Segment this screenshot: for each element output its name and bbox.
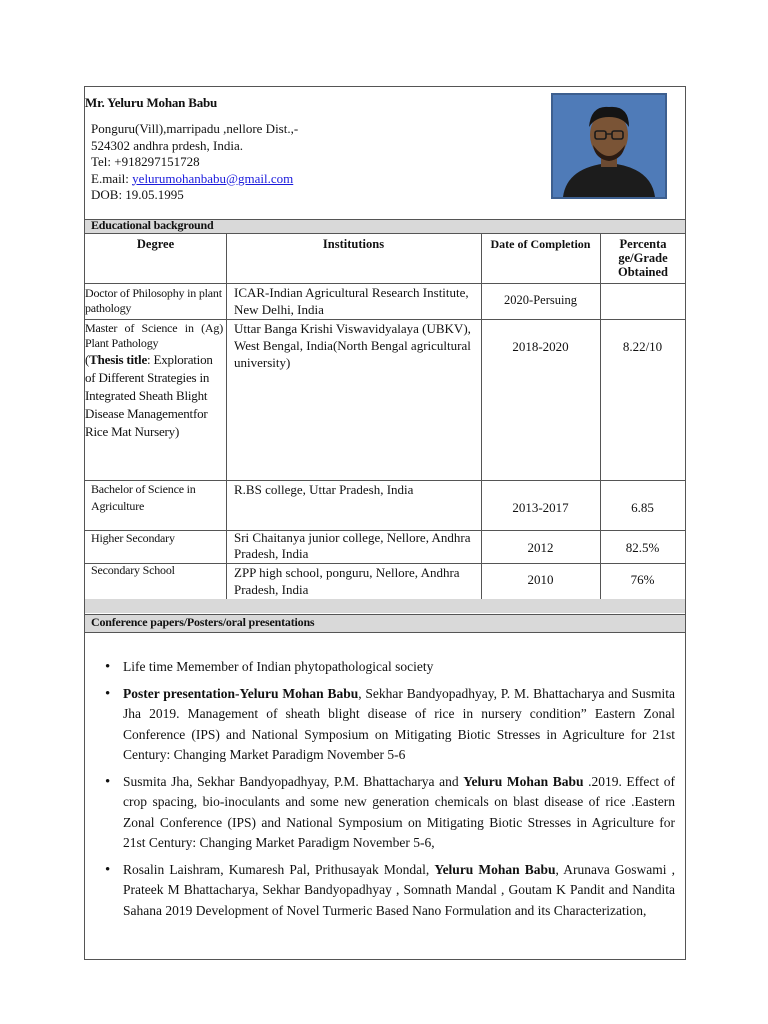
table-cell-degree: Higher Secondary xyxy=(91,531,175,545)
table-cell-grade: 76% xyxy=(630,572,655,587)
list-item xyxy=(105,772,675,854)
conference-section-title: Conference papers/Posters/oral presentations xyxy=(91,615,315,629)
tel-value: +918297151728 xyxy=(111,154,200,169)
spacer-band xyxy=(85,599,685,613)
thesis-open-paren: ( xyxy=(85,352,90,367)
table-cell-degree: Bachelor of Science in Agriculture xyxy=(91,482,196,513)
list-item-bold: Poster presentation-Yeluru Mohan Babu xyxy=(123,685,359,701)
divider xyxy=(85,233,685,234)
list-item-bold: Yeluru Mohan Babu xyxy=(463,773,584,789)
list-item xyxy=(105,860,675,922)
thesis-description xyxy=(85,351,223,441)
table-cell-date: 2020-Persuing xyxy=(504,293,577,307)
table-cell-degree: Secondary School xyxy=(91,563,175,577)
email-link[interactable]: yelurumohanbabu@gmail.com xyxy=(132,170,294,186)
list-item-text: .2019. Effect of crop spacing, bio-inoculants and some new generation chemicals on blast disease of rice .Eastern Zonal Conference (IPS) and National Symposium on Mitigating Biotic Stresses in Agriculture for 21st Century: Changing Market Paradigm November 5-6, xyxy=(123,773,675,850)
table-cell-grade: 82.5% xyxy=(625,540,660,555)
email-label: E.mail: xyxy=(91,170,133,186)
table-cell-grade: 8.22/10 xyxy=(622,339,663,354)
education-section-title: Educational background xyxy=(91,218,214,232)
address-line-1: Ponguru(Vill),marripadu ,nellore Dist.,- xyxy=(91,121,299,136)
conference-list xyxy=(105,657,675,927)
contact-block xyxy=(91,121,298,204)
table-cell-institution: Uttar Banga Krishi Viswavidyalaya (UBKV), West Bengal, India(North Bengal agricultural university) xyxy=(234,321,471,370)
table-cell-degree: Doctor of Philosophy in plant pathology xyxy=(85,286,222,315)
list-item-text: , Sekhar Bandyopadhyay, P. M. Bhattacharya and Susmita Jha 2019. Management of sheath blight disease of rice in nursery condition” Eastern Zonal Conference (IPS) and National Symposium on Mitigating Biotic Stresses in Agriculture for 21st Century: Changing Market Paradigm November 5-6 xyxy=(123,685,675,762)
thesis-text: : Exploration of Different Strategies in Integrated Sheath Blight Disease Managementfor Rice Mat Nursery) xyxy=(85,352,213,439)
table-cell-institution: ICAR-Indian Agricultural Research Institute, New Delhi, India xyxy=(234,285,469,317)
degree-title: Master of Science in (Ag) Plant Pathology xyxy=(85,321,223,350)
column-header-date: Date of Completion xyxy=(490,237,591,251)
candidate-name: Mr. Yeluru Mohan Babu xyxy=(85,95,218,110)
table-cell-degree xyxy=(85,321,223,441)
profile-photo xyxy=(551,93,667,199)
table-cell-institution: Sri Chaitanya junior college, Nellore, Andhra Pradesh, India xyxy=(234,530,471,561)
tel-label: Tel: xyxy=(91,154,112,169)
table-cell-institution: R.BS college, Uttar Pradesh, India xyxy=(234,482,414,497)
divider xyxy=(85,632,685,633)
list-item-text: , Arunava Goswami , Prateek M Bhattacharya, Sekhar Bandyopadhyay , Somnath Mandal , Goutam K Pandit and Nandita Sahana 2019 Development of Novel Turmeric Based Nano Formulation and its Characterization, xyxy=(123,861,675,918)
list-item-text: Susmita Jha, Sekhar Bandyopadhyay, P.M. Bhattacharya and xyxy=(123,773,464,789)
table-cell-grade: 6.85 xyxy=(631,500,654,515)
list-item-text: Rosalin Laishram, Kumaresh Pal, Prithusayak Mondal, xyxy=(123,861,435,877)
portrait-image xyxy=(553,95,665,197)
table-cell-date: 2012 xyxy=(527,540,554,555)
list-item xyxy=(105,684,675,766)
resume-page xyxy=(84,86,686,960)
list-item xyxy=(105,657,675,678)
list-item-bold: Yeluru Mohan Babu xyxy=(434,861,556,877)
table-cell-date: 2013-2017 xyxy=(512,500,569,515)
email xyxy=(91,171,298,188)
date-of-birth: DOB: 19.05.1995 xyxy=(91,187,184,202)
table-cell-institution: ZPP high school, ponguru, Nellore, Andhra Pradesh, India xyxy=(234,565,460,597)
column-header-degree: Degree xyxy=(136,237,175,251)
table-cell-date: 2010 xyxy=(527,572,554,587)
column-header-grade: Percenta ge/Grade Obtained xyxy=(617,237,668,279)
telephone xyxy=(91,154,298,171)
column-header-institutions: Institutions xyxy=(322,237,385,251)
table-cell-date: 2018-2020 xyxy=(512,339,569,354)
list-item-text: Life time Memember of Indian phytopathological society xyxy=(123,659,434,674)
table-column-divider xyxy=(226,233,227,599)
address-line-2: 524302 andhra prdesh, India. xyxy=(91,137,243,153)
thesis-label: Thesis title xyxy=(89,352,148,367)
